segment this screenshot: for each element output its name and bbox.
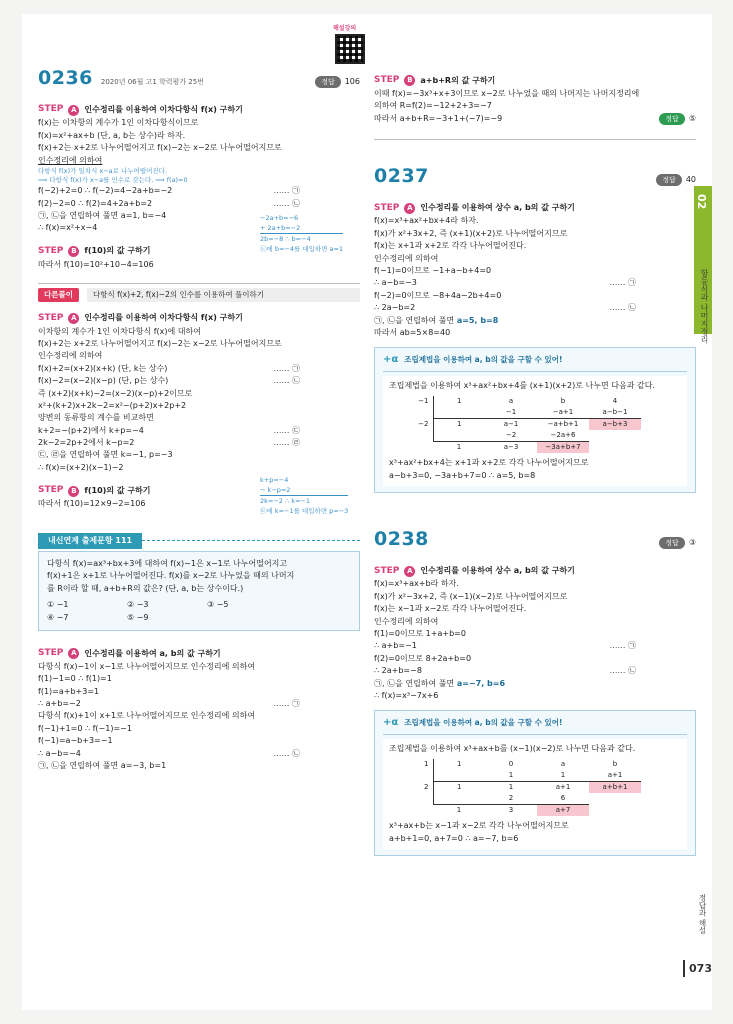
equation: ∴ f(x)=(x+2)(x−1)−2	[38, 462, 124, 472]
step-a-badge: A	[68, 105, 79, 116]
question-line: f(x)+1은 x+1로 나누어떨어진다. f(x)를 x−2로 나누었을 때의 나머지	[47, 571, 295, 581]
text-line: 인수정리에 의하여	[38, 155, 103, 165]
text-line: x²+(k+2)x+2k−2=x²−(p+2)x+2p+2	[38, 400, 187, 410]
text-line: f(1)=a+b+3=1	[38, 686, 100, 696]
syn-intro: 조립제법을 이용하여 x³+ax+b를 (x−1)(x−2)로 나누면 다음과 같다.	[389, 743, 636, 753]
answer-pill: 정답	[656, 174, 682, 186]
table-cell: −2	[418, 420, 429, 429]
equation-mark: …… ㉡	[273, 748, 300, 758]
answer-value: 40	[685, 174, 696, 184]
synthetic-division-box	[374, 347, 696, 493]
step-a-heading	[374, 202, 696, 216]
equation-text: ∴ a−b=−4	[38, 748, 81, 758]
table-cell: a+b+1	[589, 782, 641, 794]
text-line: 이차항의 계수가 1인 이차다항식 f(x)에 대하여	[38, 326, 201, 336]
step-a-heading	[374, 565, 696, 579]
table-cell: −1	[505, 408, 517, 417]
syn-title: 조립제법을 이용하여 a, b의 값을 구할 수 있어!	[404, 718, 563, 728]
syn-header	[383, 352, 687, 372]
problem-header-0238	[374, 525, 696, 554]
equation-mark: …… ㉡	[609, 303, 636, 313]
equation: ㉢, ㉣을 연립하여 풀면 k=−1, p=−3	[38, 450, 173, 460]
table-cell: a+7	[537, 805, 589, 817]
step-title: a+b+R의 값 구하기	[420, 75, 496, 85]
equation-text: f(x)+2=(x+2)(x+k) (단, k는 상수)	[38, 363, 168, 373]
plus-alpha-icon: +α	[383, 717, 399, 729]
answer-value: 106	[344, 76, 360, 86]
equation	[38, 425, 360, 437]
text-line: f(x)=x³+ax+b라 하자.	[374, 579, 459, 589]
syn-title: 조립제법을 이용하여 a, b의 값을 구할 수 있어!	[404, 355, 563, 365]
table-row	[413, 759, 641, 770]
text-line: f(x)가 x²−3x+2, 즉 (x−1)(x−2)로 나누어떨어지므로	[374, 591, 568, 601]
equation: ㉠, ㉡을 연립하여 풀면 a=1, b=−4	[38, 210, 167, 220]
step-a-heading	[38, 312, 360, 326]
plus-alpha-icon: +α	[383, 354, 399, 366]
page	[22, 14, 712, 1010]
table-cell: a	[508, 397, 514, 406]
equation	[38, 375, 360, 387]
step-title: 인수정리를 이용하여 이차다항식 f(x) 구하기	[84, 313, 243, 323]
step-title: 인수정리를 이용하여 상수 a, b의 값 구하기	[420, 203, 575, 213]
table-cell: a−b−1	[602, 408, 628, 417]
answer-pill: 정답	[315, 76, 341, 88]
exam-question	[38, 551, 360, 631]
equation-text: 2k−2=2p+2에서 k−p=2	[38, 438, 135, 448]
answer	[659, 113, 696, 125]
table-cell	[413, 407, 433, 419]
text-line	[374, 315, 696, 327]
equation-text: ∴ 2a−b=2	[374, 303, 416, 313]
question-line: 를 R이라 할 때, a+b+R의 값은? (단, a, b는 상수이다.)	[47, 583, 244, 593]
alt-title: 다항식 f(x)+2, f(x)−2의 인수를 이용하여 풀이하기	[87, 288, 360, 302]
equation-mark: …… ㉠	[273, 186, 300, 196]
equation-mark: …… ㉡	[609, 666, 636, 676]
text-line: f(−1)=a−b+3=−1	[38, 736, 113, 746]
answer-pill: 정답	[659, 113, 685, 125]
table-cell: −2a+6	[550, 431, 576, 440]
text-line: f(2)=0이므로 8+2a+b=0	[374, 653, 472, 663]
text-line: 따라서 f(10)=10²+10−4=106	[38, 259, 154, 269]
divider	[142, 540, 360, 541]
equation	[38, 437, 360, 449]
problem-number: 0236	[38, 67, 93, 89]
chapter-title: 항등식과 나머지정리	[700, 269, 709, 344]
text-line: 양변의 동류항의 계수를 비교하면	[38, 413, 154, 423]
equation	[374, 302, 696, 314]
step-title: 인수정리를 이용하여 a, b의 값 구하기	[84, 648, 221, 658]
question-line: 다항식 f(x)=ax³+bx+3에 대하여 f(x)−1은 x−1로 나누어떨어지고	[47, 558, 288, 568]
equation-text: ∴ 2a+b=−8	[374, 666, 422, 676]
table-cell	[433, 770, 485, 782]
table-cell: 4	[612, 397, 618, 406]
text-line: 즉 (x+2)(x+k)−2=(x−2)(x−p)+2이므로	[38, 388, 193, 398]
text-line: f(−1)+1=0 ∴ f(−1)=−1	[38, 723, 132, 733]
equation-mark: …… ㉡	[273, 198, 300, 208]
step-b-badge: B	[404, 75, 415, 86]
step-word: STEP	[38, 312, 64, 323]
answer-pill: 정답	[659, 537, 685, 549]
equation	[38, 363, 360, 375]
syn-conclusion: a+b+1=0, a+7=0 ∴ a=−7, b=6	[389, 833, 519, 843]
result: a=5, b=8	[456, 315, 499, 325]
table-row	[413, 782, 641, 794]
table-cell	[433, 793, 485, 805]
table-cell	[433, 407, 485, 419]
text-line: f(x)+2는 x+2로 나누어떨어지고 f(x)−2는 x−2로 나누어떨어지므로	[38, 143, 282, 153]
problem-header-0237	[374, 162, 696, 191]
table-cell: a+1	[607, 771, 623, 780]
equation	[374, 640, 696, 652]
step-title: 인수정리를 이용하여 상수 a, b의 값 구하기	[420, 566, 575, 576]
text-line: 다항식 f(x)+1이 x+1로 나누어떨어지므로 인수정리에 의하여	[38, 711, 256, 721]
equation: ∴ f(x)=x²+x−4	[38, 223, 98, 233]
side-line: ㉡에 b=−4를 대입하면 a=1	[260, 245, 344, 254]
equation-text: ∴ a+b=−2	[38, 699, 81, 709]
text-line: ㉠, ㉡을 연립하여 풀면 a=−3, b=1	[38, 761, 167, 770]
problem-source: 2020년 06월 고1 학력평가 25번	[100, 78, 204, 86]
syn-header	[383, 715, 687, 735]
qr-label: 해설강의	[333, 25, 357, 32]
equation	[38, 185, 360, 197]
equation	[38, 198, 360, 210]
table-row	[413, 805, 641, 817]
choice: ③ −5	[207, 600, 229, 610]
text-line: f(x)는 x+1과 x+2로 각각 나누어떨어진다.	[374, 241, 527, 251]
synthetic-division-table	[413, 759, 641, 816]
text-line: 다항식 f(x)−1이 x−1로 나누어떨어지므로 인수정리에 의하여	[38, 661, 256, 671]
step-a-heading	[38, 647, 360, 661]
step-word: STEP	[38, 104, 64, 115]
text-line: f(x)+2는 x+2로 나누어떨어지고 f(x)−2는 x−2로 나누어떨어지므로	[38, 338, 282, 348]
step-title: f(10)의 값 구하기	[84, 246, 151, 256]
text: ㉠, ㉡을 연립하여 풀면	[374, 678, 455, 688]
table-cell: −1	[418, 397, 429, 406]
step-b-badge: B	[68, 486, 79, 497]
choice: ② −3	[127, 600, 149, 610]
exam-bar	[38, 533, 360, 549]
text-line	[374, 113, 696, 125]
result: a=−7, b=6	[456, 678, 506, 688]
side-work	[260, 213, 343, 254]
synthetic-division-box	[374, 710, 696, 856]
syn-content	[383, 376, 687, 486]
table-cell: b	[612, 760, 618, 769]
answer	[315, 76, 360, 88]
answer	[656, 174, 696, 186]
side-line: + 2a+b=−2	[260, 224, 301, 233]
table-cell: 2	[508, 794, 514, 803]
side-line: ㉢에 k=−1를 대입하면 p=−3	[260, 506, 349, 515]
equation-mark: …… ㉡	[273, 376, 300, 386]
equation-text: 따라서 a+b+R=−3+1+(−7)=−9	[374, 113, 503, 123]
table-cell: 1	[560, 771, 566, 780]
table-cell: −a+1	[552, 408, 574, 417]
table-cell	[413, 805, 433, 817]
side-work	[260, 475, 348, 516]
text: ㉠, ㉡을 연립하여 풀면	[374, 315, 455, 325]
step-word: STEP	[38, 245, 64, 256]
synthetic-division-table	[413, 396, 641, 453]
equation-mark: …… ㉠	[609, 641, 636, 651]
table-cell	[589, 793, 641, 805]
equation-text: ∴ a−b=−3	[374, 278, 417, 288]
choices	[47, 599, 351, 624]
table-cell: 2	[424, 782, 429, 791]
table-row	[413, 770, 641, 782]
text-line: f(x)=x³+ax²+bx+4라 하자.	[374, 216, 479, 226]
alt-tag: 다른풀이	[38, 288, 79, 302]
problem-number: 0238	[374, 528, 429, 551]
table-cell: b	[560, 397, 566, 406]
table-cell	[413, 770, 433, 782]
table-cell: 1	[433, 419, 485, 431]
table-row	[413, 793, 641, 805]
table-cell: −3a+b+7	[537, 442, 589, 454]
answer-value: ③	[688, 537, 696, 547]
table-cell: 0	[508, 760, 514, 769]
step-a-badge: A	[68, 313, 79, 324]
hint-note: ⟹ 다항식 f(x)가 x−a를 인수로 갖는다. ⟹ f(a)=0	[38, 176, 188, 185]
alt-solution-bar	[38, 283, 360, 302]
text-line: f(1)−1=0 ∴ f(1)=1	[38, 674, 112, 684]
right-column	[374, 74, 696, 856]
table-cell: a−b+3	[589, 419, 641, 431]
table-row	[413, 396, 641, 407]
exam-tag: 내신연계 출제문항 111	[38, 533, 142, 549]
syn-conclusion: x³+ax²+bx+4는 x+1과 x+2로 각각 나누어떨어지므로	[389, 458, 589, 468]
step-word: STEP	[374, 75, 400, 85]
step-word: STEP	[374, 565, 400, 576]
step-a-badge: A	[68, 648, 79, 659]
text-line: 인수정리에 의하여	[374, 253, 439, 263]
table-cell	[589, 442, 641, 454]
table-cell: 1	[433, 396, 485, 407]
page-number: 073	[683, 960, 712, 977]
table-cell	[413, 430, 433, 442]
text-line: f(1)=0이므로 1+a+b=0	[374, 629, 466, 638]
table-cell: 1	[508, 771, 514, 780]
equation-mark: …… ㉣	[273, 438, 300, 448]
table-cell: a	[560, 760, 566, 769]
text-line: f(−2)=0이므로 −8+4a−2b+4=0	[374, 290, 502, 300]
step-a-heading	[38, 103, 360, 117]
side-line: 2k=−2 ∴ k=−1	[260, 495, 348, 506]
equation	[374, 277, 696, 289]
chapter-tab-number: 02	[695, 194, 708, 210]
text-line: f(x)는 x−1과 x−2로 각각 나누어떨어진다.	[374, 604, 527, 614]
text-line	[374, 678, 696, 690]
side-line: − k−p=2	[260, 485, 291, 494]
equation-text: f(−2)+2=0 ∴ f(−2)=4−2a+b=−2	[38, 186, 173, 196]
step-title: f(10)의 값 구하기	[84, 486, 151, 496]
table-cell: 1	[424, 760, 429, 769]
text-line: 따라서 f(10)=12×9−2=106	[38, 499, 146, 509]
text-line: 인수정리에 의하여	[38, 351, 103, 361]
equation-mark: …… ㉠	[273, 363, 300, 373]
equation	[38, 748, 360, 760]
step-b-badge: B	[68, 246, 79, 257]
table-cell	[589, 805, 641, 817]
answer-value: ⑤	[688, 113, 696, 123]
table-cell: a+1	[537, 782, 589, 794]
equation-text: k+2=−(p+2)에서 k+p=−4	[38, 425, 144, 435]
table-cell: −2	[505, 431, 517, 440]
table-cell: 1	[433, 782, 485, 794]
table-row	[413, 430, 641, 442]
divider	[374, 139, 696, 140]
side-line: k+p=−4	[260, 475, 289, 484]
table-row	[413, 419, 641, 431]
syn-intro: 조립제법을 이용하여 x³+ax²+bx+4를 (x+1)(x+2)로 나누면 다음과 같다.	[389, 380, 655, 390]
problem-header-0236	[38, 64, 360, 93]
table-cell: 6	[560, 794, 566, 803]
side-line: 2b=−8 ∴ b=−4	[260, 233, 343, 244]
syn-conclusion: a−b+3=0, −3a+b+7=0 ∴ a=5, b=8	[389, 470, 536, 480]
equation-text: f(x)−2=(x−2)(x−p) (단, p는 상수)	[38, 376, 169, 386]
table-cell: 1	[433, 759, 485, 770]
choice: ⑤ −9	[127, 612, 149, 622]
table-cell: 1	[433, 442, 485, 454]
equation-mark: …… ㉠	[609, 278, 636, 288]
step-a-badge: A	[404, 566, 415, 577]
left-column	[38, 64, 360, 772]
text-line: 인수정리에 의하여	[374, 616, 439, 626]
table-cell	[433, 430, 485, 442]
table-cell: a−3	[485, 442, 537, 454]
side-line: −2a+b=−6	[260, 214, 299, 223]
step-title: 인수정리를 이용하여 이차다항식 f(x) 구하기	[84, 105, 243, 115]
text-line: f(x)=x²+ax+b (단, a, b는 상수)라 하자.	[38, 130, 186, 140]
table-cell: 1	[433, 805, 485, 817]
choice: ④ −7	[47, 612, 69, 622]
step-word: STEP	[38, 485, 64, 496]
equation-mark: …… ㉢	[273, 425, 300, 435]
step-word: STEP	[38, 647, 64, 658]
table-cell	[413, 442, 433, 454]
choice: ① −1	[47, 600, 69, 610]
syn-conclusion: x³+ax+b는 x−1과 x−2로 각각 나누어떨어지므로	[389, 821, 569, 831]
step-word: STEP	[374, 202, 400, 213]
table-cell: 1	[485, 782, 537, 794]
equation	[374, 665, 696, 677]
table-row	[413, 407, 641, 419]
problem-number: 0237	[374, 165, 429, 188]
equation-text: f(2)−2=0 ∴ f(2)=4+2a+b=2	[38, 198, 153, 208]
qr-code-icon[interactable]	[335, 34, 365, 64]
equation-text: ∴ a+b=−1	[374, 641, 417, 651]
text-line: f(x)가 x²+3x+2, 즉 (x+1)(x+2)로 나누어떨어지므로	[374, 228, 568, 238]
equation-mark: …… ㉠	[273, 699, 300, 709]
table-cell: a−1	[485, 419, 537, 431]
table-row	[413, 442, 641, 454]
text-line: f(−1)=0이므로 −1+a−b+4=0	[374, 266, 492, 276]
step-a-badge: A	[404, 203, 415, 214]
text-line: 의하여 R=f(2)=−12+2+3=−7	[374, 101, 492, 111]
table-cell	[413, 793, 433, 805]
text-line: 이때 f(x)=−3x³+x+3이므로 x−2로 나누었을 때의 나머지는 나머지정리에	[374, 88, 640, 98]
hint-note: 다항식 f(x)가 일차식 x−a로 나누어떨어진다.	[38, 166, 167, 175]
text-line: ∴ f(x)=x³−7x+6	[374, 690, 439, 700]
table-cell: 3	[485, 805, 537, 817]
text-line: 따라서 ab=5×8=40	[374, 328, 451, 337]
equation	[38, 698, 360, 710]
table-cell: −a+b+1	[537, 419, 589, 431]
answer	[659, 537, 696, 549]
table-cell	[589, 430, 641, 442]
syn-content	[383, 739, 687, 849]
footer-label: 정답과 해설	[698, 894, 707, 934]
step-b-heading	[374, 74, 696, 88]
text-line: f(x)는 이차항의 계수가 1인 이차다항식이므로	[38, 118, 199, 128]
